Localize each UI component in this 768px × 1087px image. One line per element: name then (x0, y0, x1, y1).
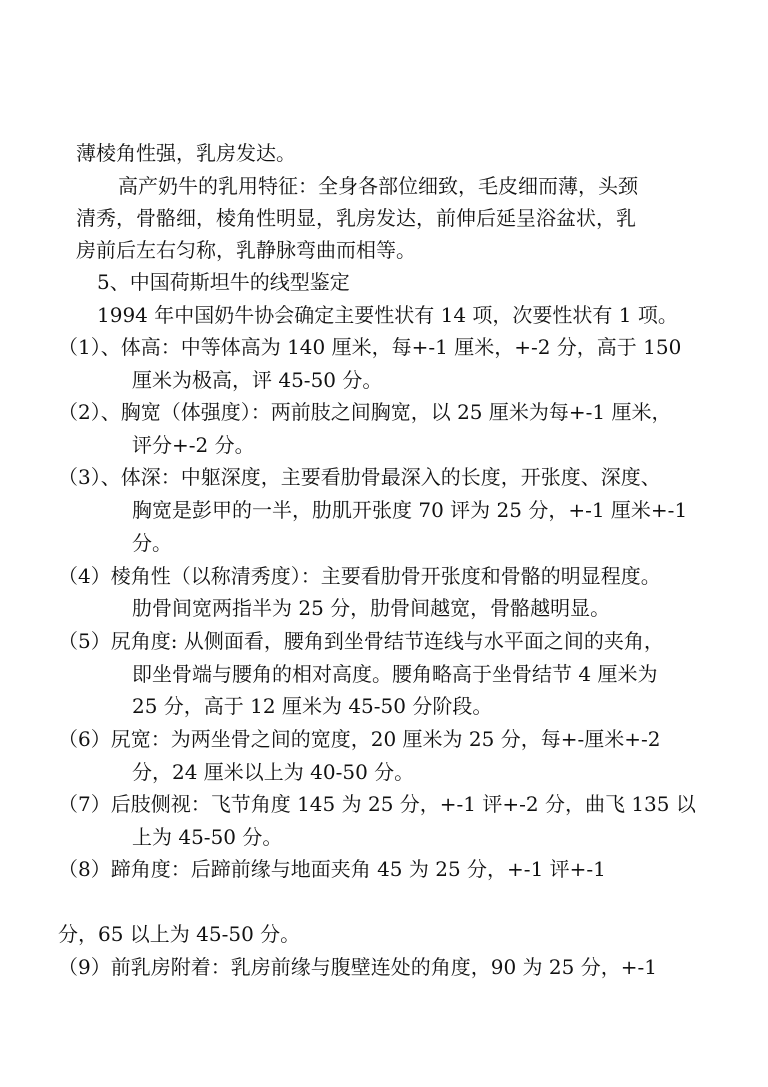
list-item-5-line-3: 25 分，高于 12 厘米为 45-50 分阶段。 (132, 694, 493, 718)
list-item-7-line-1: （7）后肢侧视：飞节角度 145 为 25 分，+-1 评+-2 分，曲飞 135 以 (58, 792, 696, 816)
list-item-4-line-2: 肋骨间宽两指半为 25 分，肋骨间越宽，骨骼越明显。 (132, 596, 611, 620)
list-item-9-line-1: （9）前乳房附着：乳房前缘与腹壁连处的角度，90 为 25 分，+-1 (58, 955, 657, 979)
list-item-3-line-2: 胸宽是彭甲的一半，肋肌开张度 70 评为 25 分，+-1 厘米+-1 (132, 498, 688, 522)
list-item-2-line-2: 评分+-2 分。 (132, 433, 255, 457)
list-item-8-line-1: （8）蹄角度：后蹄前缘与地面夹角 45 为 25 分，+-1 评+-1 (58, 857, 606, 881)
list-item-8-line-2: 分，65 以上为 45-50 分。 (58, 922, 301, 946)
section-intro-line: 1994 年中国奶牛协会确定主要性状有 14 项，次要性状有 1 项。 (97, 303, 678, 327)
list-item-1-line-1: （1）、体高：中等体高为 140 厘米，每+-1 厘米，+-2 分，高于 150 (58, 335, 682, 359)
paragraph-continuation-line: 薄棱角性强，乳房发达。 (76, 141, 296, 165)
list-item-3-line-3: 分。 (132, 531, 172, 555)
paragraph-line: 清秀，骨骼细，棱角性明显，乳房发达，前伸后延呈浴盆状，乳 (76, 206, 636, 230)
paragraph-first-line: 高产奶牛的乳用特征：全身各部位细致，毛皮细而薄，头颈 (118, 174, 638, 198)
list-item-6-line-2: 分，24 厘米以上为 40-50 分。 (132, 760, 415, 784)
list-item-1-line-2: 厘米为极高，评 45-50 分。 (132, 368, 383, 392)
list-item-2-line-1: （2）、胸宽（体强度）：两前肢之间胸宽，以 25 厘米为每+-1 厘米， (58, 400, 672, 424)
list-item-4-line-1: （4）棱角性（以称清秀度）：主要看肋骨开张度和骨骼的明显程度。 (58, 564, 661, 588)
list-item-5-line-1: （5）尻角度: 从侧面看，腰角到坐骨结节连线与水平面之间的夹角， (58, 629, 664, 653)
list-item-7-line-2: 上为 45-50 分。 (132, 825, 283, 849)
paragraph-line: 房前后左右匀称，乳静脉弯曲而相等。 (76, 238, 416, 262)
list-item-3-line-1: （3）、体深：中躯深度，主要看肋骨最深入的长度，开张度、深度、 (58, 465, 661, 489)
section-heading: 5、中国荷斯坦牛的线型鉴定 (97, 270, 350, 294)
list-item-5-line-2: 即坐骨端与腰角的相对高度。腰角略高于坐骨结节 4 厘米为 (132, 662, 658, 686)
list-item-6-line-1: （6）尻宽：为两坐骨之间的宽度，20 厘米为 25 分，每+-厘米+-2 (58, 727, 661, 751)
